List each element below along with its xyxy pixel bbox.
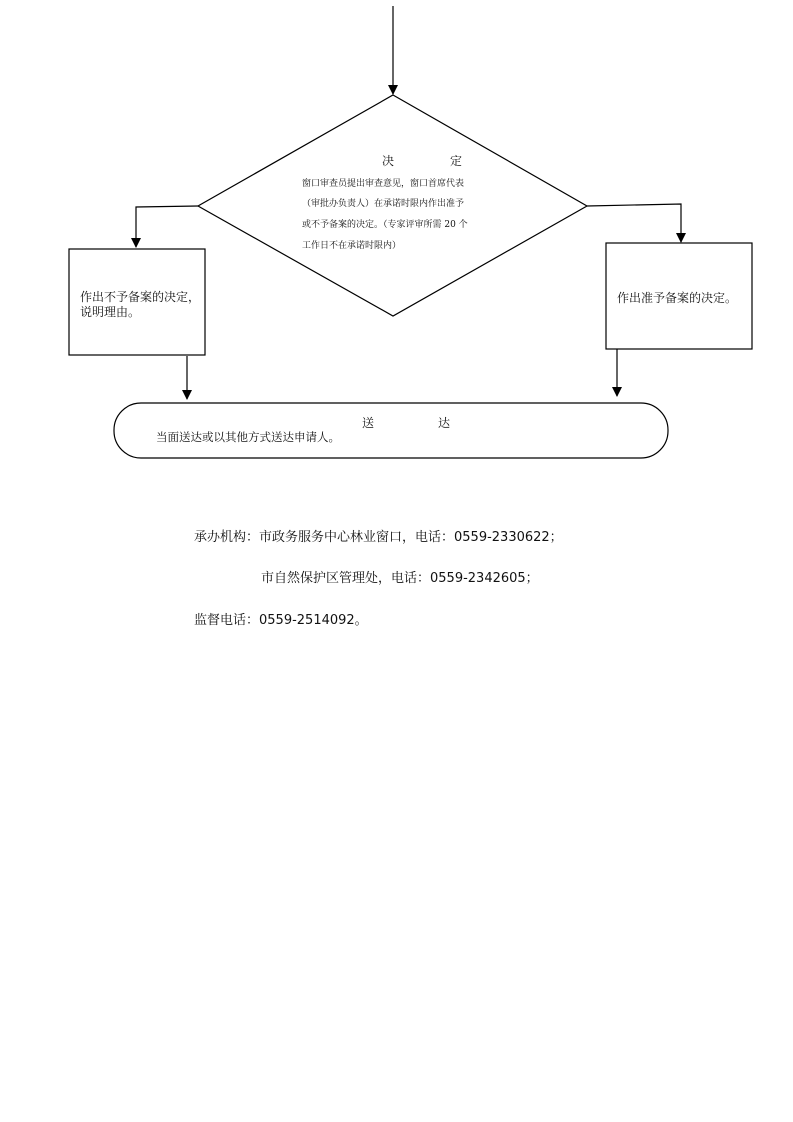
approve-text: 作出准予备案的决定。 <box>617 291 738 305</box>
reject-text-line-2: 说明理由。 <box>80 305 141 319</box>
decision-text-line-4: 工作日不在承诺时限内） <box>302 241 402 251</box>
arrow-to-reject <box>136 206 198 247</box>
org-line-1: 承办机构：市政务服务中心林业窗口，电话：0559-2330622； <box>194 530 563 545</box>
org-line-2: 市自然保护区管理处，电话：0559-2342605； <box>261 571 539 586</box>
delivery-text: 当面送达或以其他方式送达申请人。 <box>156 430 340 444</box>
reject-text-line-1: 作出不予备案的决定， <box>80 290 201 304</box>
arrow-to-approve <box>587 204 681 242</box>
decision-text-line-2: （审批办负责人）在承诺时限内作出准予 <box>302 199 465 209</box>
decision-text-line-3: 或不予备案的决定。（专家评审所需 20 个 <box>302 220 468 230</box>
decision-text-line-1: 窗口审查员提出审查意见，窗口首席代表 <box>302 179 465 189</box>
delivery-title: 送 达 <box>362 416 477 430</box>
decision-title: 决 定 <box>382 154 485 168</box>
supervision-phone: 监督电话：0559-2514092。 <box>194 613 368 628</box>
